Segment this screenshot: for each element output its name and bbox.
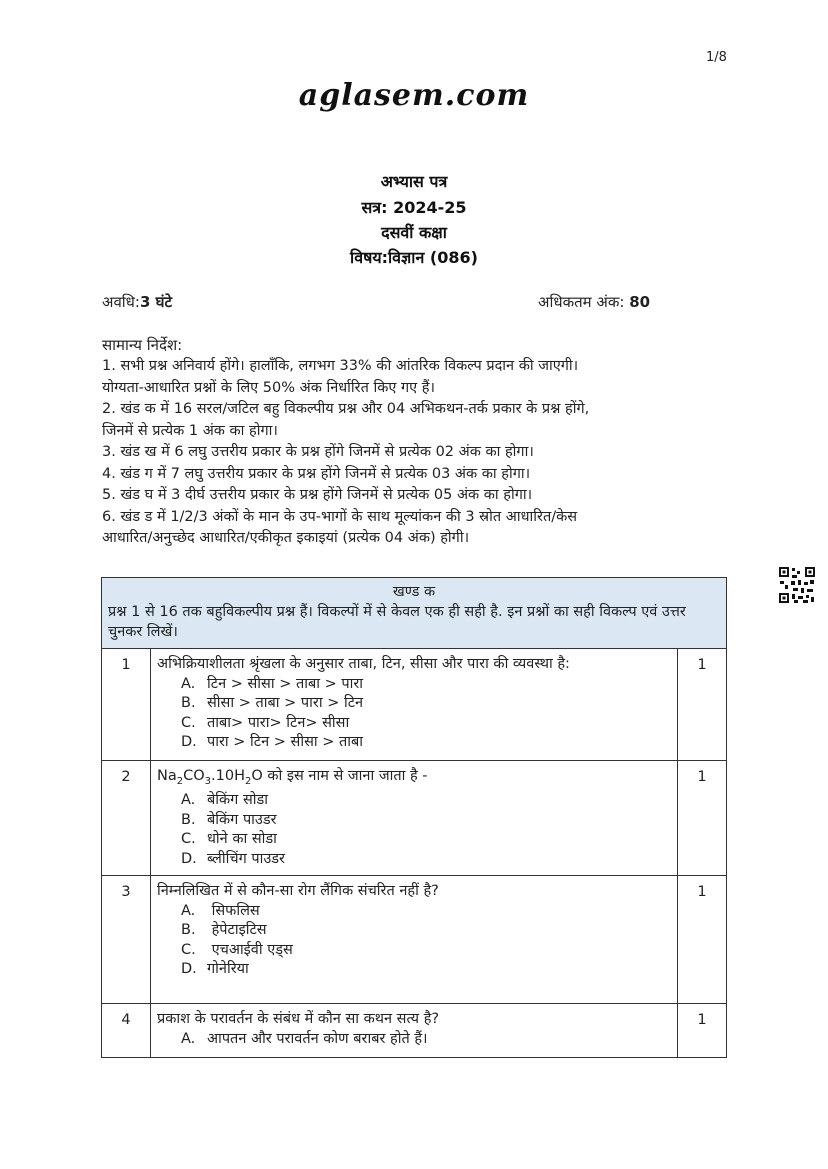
question-marks: 1: [678, 761, 727, 876]
option-letter: B.: [181, 811, 196, 828]
instruction-line: 4. खंड ग में 7 लघु उत्तरीय प्रकार के प्रश्न होंगे जिनमें से प्रत्येक 03 अंक का होगा।: [102, 465, 531, 482]
option: [157, 733, 671, 753]
option-letter: D.: [181, 850, 197, 867]
question-body: [151, 1004, 678, 1058]
question-number: 1: [102, 649, 151, 761]
option: [157, 941, 671, 961]
question-text: अभिक्रियाशीलता श्रृंखला के अनुसार ताबा, टिन, सीसा और पारा की व्यवस्था है:: [157, 656, 570, 672]
question-number: 4: [102, 1004, 151, 1058]
option-letter: A.: [181, 1030, 196, 1047]
question-body: [151, 761, 678, 876]
option-letter: A.: [181, 675, 196, 692]
option-text: ब्लीचिंग पाउडर: [207, 850, 285, 867]
option-letter: B.: [181, 695, 196, 711]
option-letter: C.: [181, 831, 196, 848]
question-number: 3: [102, 876, 151, 1004]
option: [157, 791, 671, 811]
option: [157, 960, 671, 980]
section-note: प्रश्न 1 से 16 तक बहुविकल्पीय प्रश्न हैं। विकल्पों में से केवल एक ही सही है. इन प्रश्नों का सही विकल्प एवं उत्तर चुनकर लिखें।: [108, 604, 686, 640]
question-row: [102, 876, 727, 1004]
instruction-line: 1. सभी प्रश्न अनिवार्य होंगे। हालाँकि, लगभग 33% की आंतरिक विकल्प प्रदान की जाएगी।: [102, 358, 579, 374]
option-text: बेकिंग पाउडर: [207, 811, 277, 828]
subject-line: विषय:विज्ञान (086): [350, 248, 478, 267]
question-marks: 1: [678, 649, 727, 761]
option-text: सिफलिस: [207, 902, 260, 919]
option-text: एचआईवी एड्स: [207, 941, 293, 958]
option-text: गोनेरिया: [207, 961, 249, 978]
duration-value: 3 घंटे: [139, 293, 173, 311]
duration: [102, 292, 172, 312]
paper-title: अभ्यास पत्र: [380, 172, 448, 191]
section-header-row: [102, 578, 727, 649]
option-text: ताबा> पारा> टिन> सीसा: [207, 714, 350, 731]
option-letter: D.: [181, 734, 197, 750]
option: [157, 921, 671, 941]
option-letter: C.: [181, 714, 196, 731]
option: [157, 850, 671, 870]
option-letter: D.: [181, 961, 197, 978]
question-number: 2: [102, 761, 151, 876]
option-text: पारा > टिन > सीसा > ताबा: [207, 734, 364, 750]
question-body: [151, 876, 678, 1004]
option-text: हेपेटाइटिस: [207, 922, 267, 939]
question-text: प्रकाश के परावर्तन के संबंध में कौन सा कथन सत्य है?: [157, 1011, 440, 1028]
question-marks: 1: [678, 1004, 727, 1058]
instruction-line: आधारित/अनुच्छेद आधारित/एकीकृत इकाइयां (प्रत्येक 04 अंक) होगी।: [102, 530, 470, 546]
question-row: [102, 649, 727, 761]
option: [157, 902, 671, 922]
site-logo: aglasem.com: [298, 78, 530, 113]
instruction-line: 5. खंड घ में 3 दीर्घ उत्तरीय प्रकार के प्रश्न होंगे जिनमें से प्रत्येक 05 अंक का होगा।: [102, 487, 533, 503]
option-text: आपतन और परावर्तन कोण बराबर होते हैं।: [207, 1030, 428, 1047]
max-marks-value: 80: [629, 293, 651, 311]
option-letter: C.: [181, 941, 196, 958]
instructions-list: [102, 356, 742, 550]
max-marks-label: अधिकतम अंक:: [538, 293, 625, 311]
option-text: टिन > सीसा > ताबा > पारा: [207, 675, 364, 692]
option: [157, 830, 671, 850]
question-text: निम्नलिखित में से कौन-सा रोग लैंगिक संचरित नहीं है?: [157, 883, 439, 900]
instruction-line: जिनमें से प्रत्येक 1 अंक का होगा।: [102, 422, 278, 439]
question-marks: 1: [678, 876, 727, 1004]
section-title: खण्ड क: [392, 584, 436, 600]
option: [157, 1030, 671, 1050]
question-row: [102, 761, 727, 876]
option-text: धोने का सोडा: [207, 831, 277, 848]
option: [157, 714, 671, 734]
option: [157, 811, 671, 831]
duration-label: अवधि:: [102, 293, 140, 311]
session-line: सत्र: 2024-25: [361, 198, 467, 217]
instructions-title: सामान्य निर्देश:: [102, 336, 183, 354]
instruction-line: 2. खंड क में 16 सरल/जटिल बहु विकल्पीय प्रश्न और 04 अभिकथन-तर्क प्रकार के प्रश्न होंगे,: [102, 401, 590, 417]
option-letter: B.: [181, 922, 196, 939]
question-body: [151, 649, 678, 761]
option-letter: A.: [181, 902, 196, 919]
option: [157, 694, 671, 714]
section-header: [102, 578, 727, 649]
instruction-line: 3. खंड ख में 6 लघु उत्तरीय प्रकार के प्रश्न होंगे जिनमें से प्रत्येक 02 अंक का होगा।: [102, 444, 534, 460]
option-text: बेकिंग सोडा: [207, 792, 269, 809]
instruction-line: 6. खंड ड में 1/2/3 अंकों के मान के उप-भागों के साथ मूल्यांकन की 3 स्रोत आधारित/केस: [102, 508, 578, 525]
option-text: सीसा > ताबा > पारा > टिन: [207, 695, 364, 711]
option-letter: A.: [181, 792, 196, 809]
option: [157, 675, 671, 695]
instruction-line: योग्यता-आधारित प्रश्नों के लिए 50% अंक निर्धारित किए गए हैं।: [102, 379, 435, 396]
question-row: [102, 1004, 727, 1058]
max-marks: [538, 292, 650, 312]
page-number: 1/8: [706, 50, 727, 65]
question-table: [101, 577, 727, 1058]
qr-code-icon[interactable]: [778, 566, 816, 604]
class-line: दसवीं कक्षा: [381, 223, 447, 242]
question-text: $Na_2CO_3.10H_2O$ को इस नाम से जाना जाता है -: [157, 768, 428, 787]
